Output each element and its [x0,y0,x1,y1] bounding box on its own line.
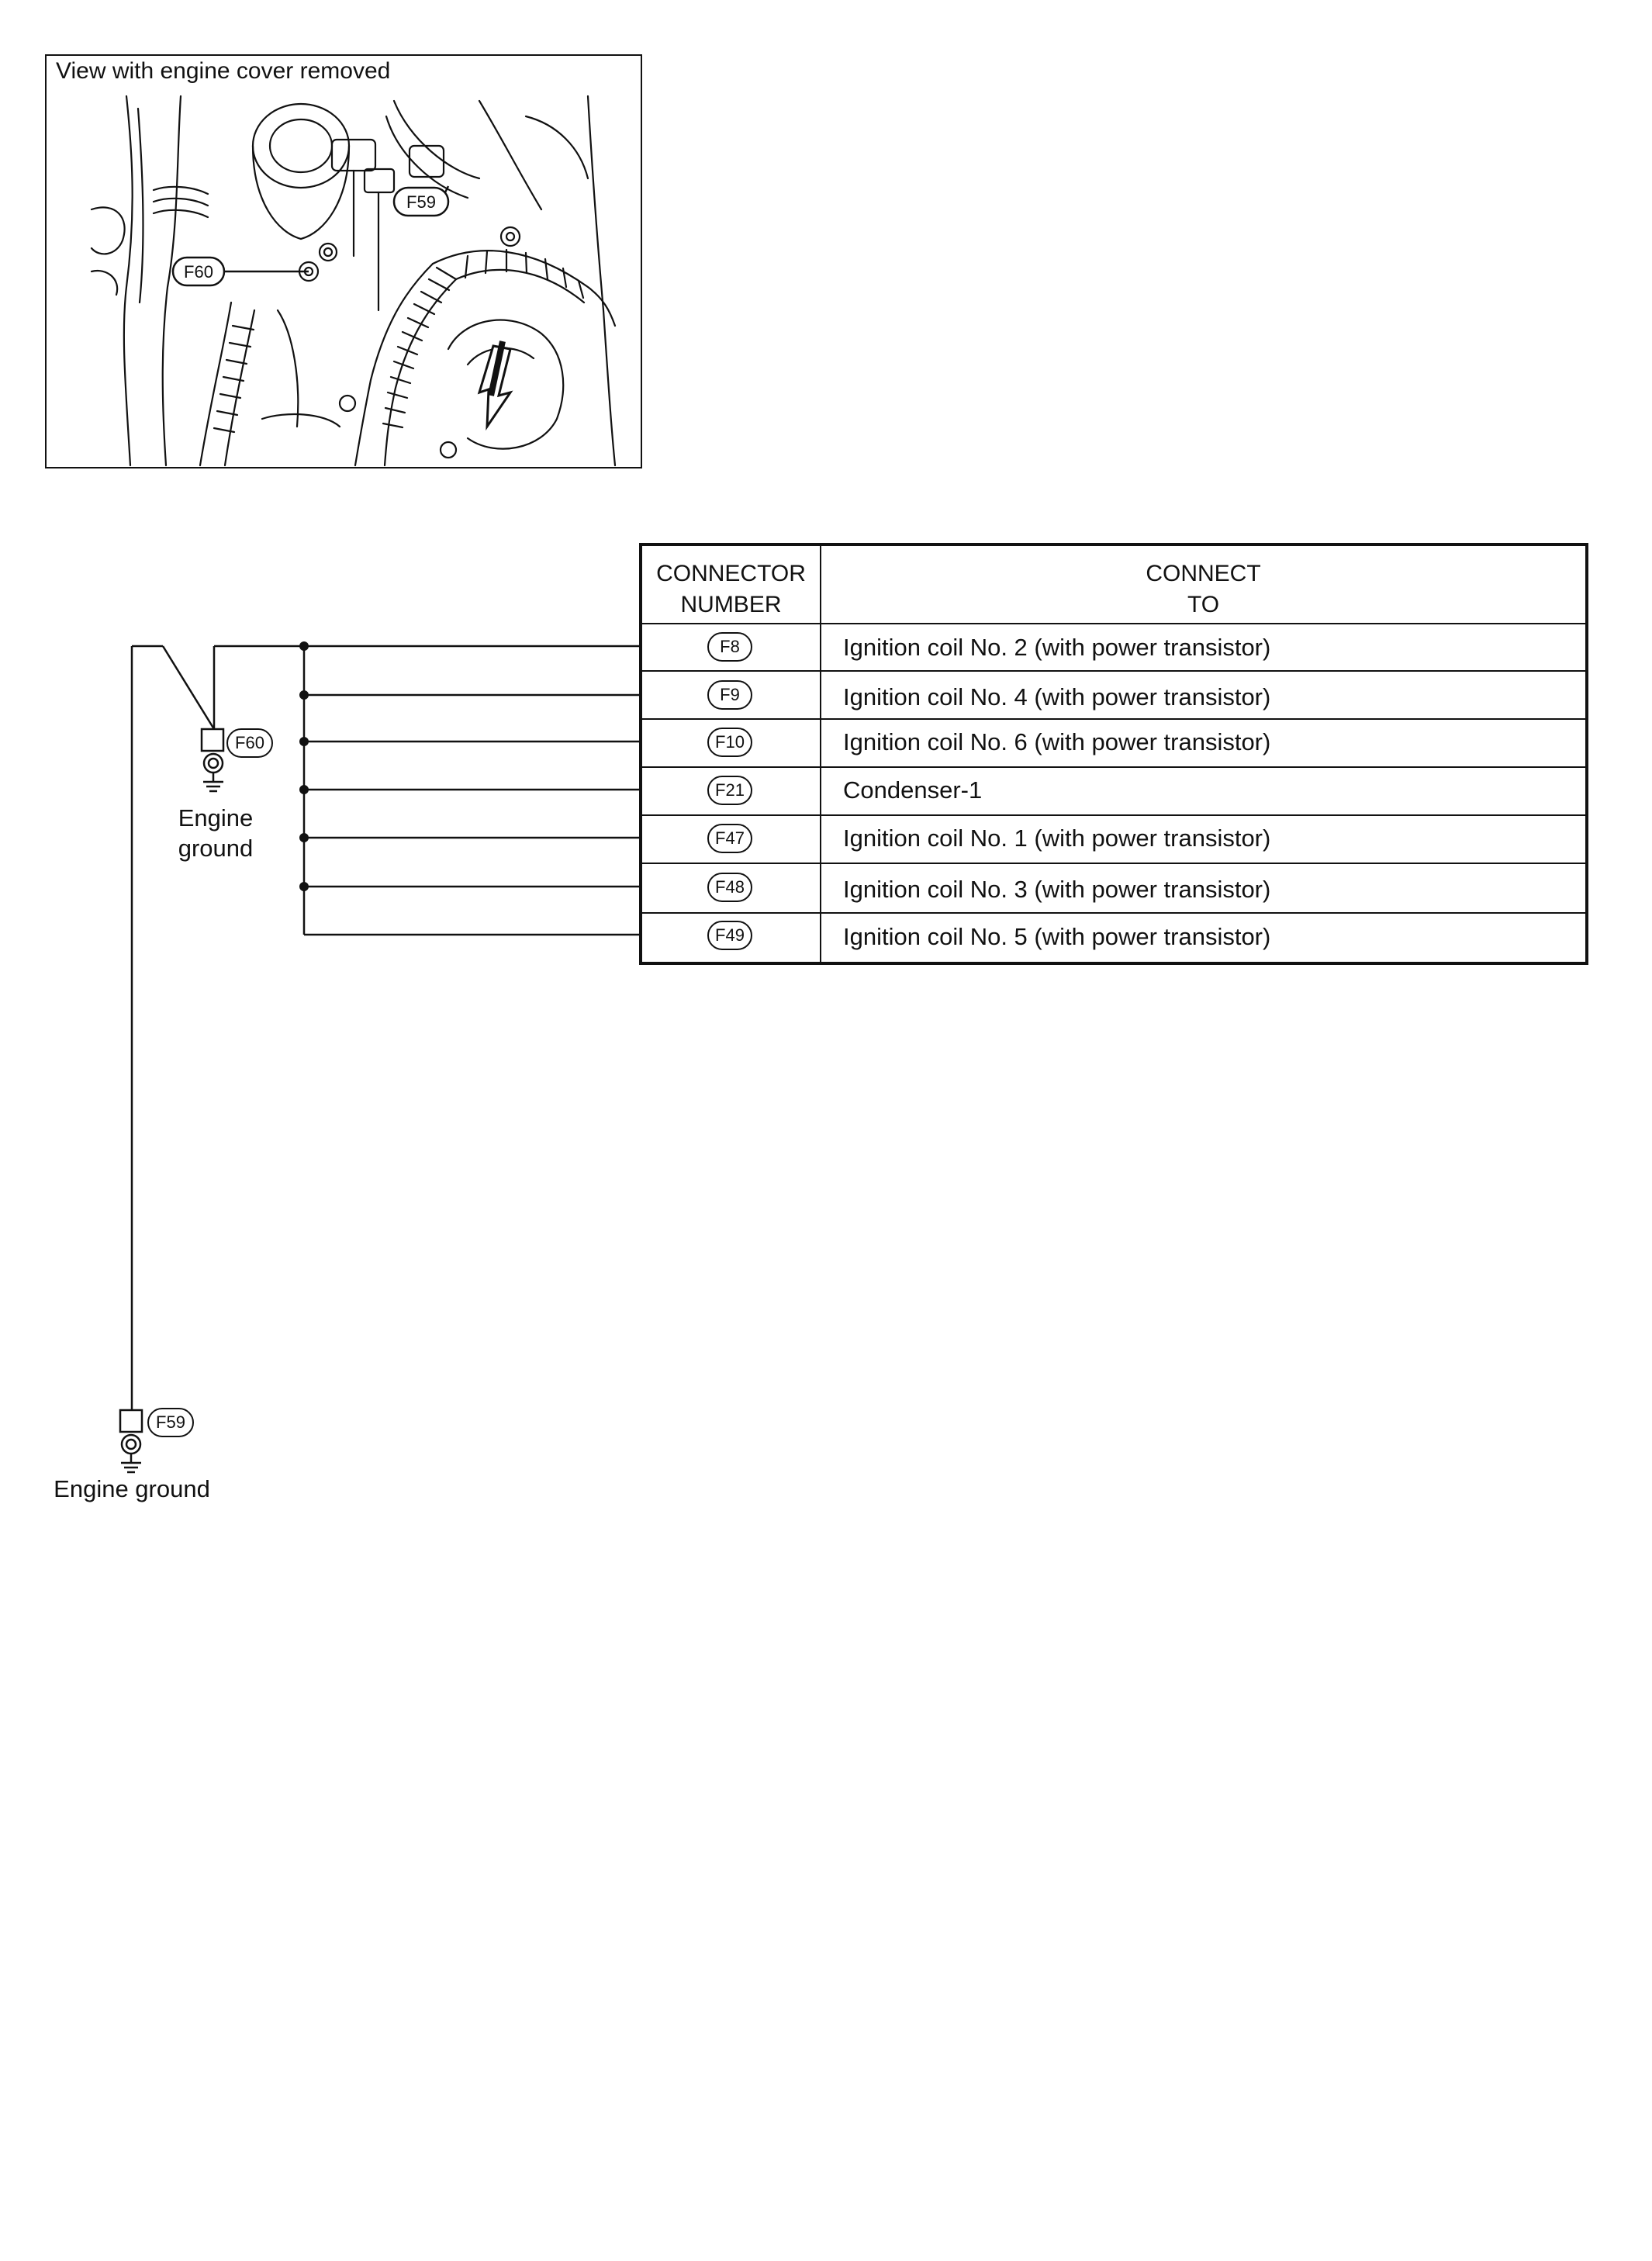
f59-callout: F59 [406,192,436,212]
connector-tag-f9: F9 [707,680,752,710]
connect-to-f49: Ignition coil No. 5 (with power transistor) [843,923,1271,950]
connect-to-f48: Ignition coil No. 3 (with power transistor) [843,876,1271,903]
connect-to-f47: Ignition coil No. 1 (with power transistor) [843,825,1271,852]
header-connector-line2: NUMBER [680,592,782,617]
header-connect-line1: CONNECT [1146,561,1261,586]
connector-tag-f47: F47 [707,824,752,853]
connect-to-f8: Ignition coil No. 2 (with power transistor) [843,634,1271,661]
connector-tag-f21: F21 [707,776,752,805]
row-divider [639,863,1588,864]
f60-connector-tag: F60 [226,728,273,758]
header-connector-number [642,558,820,621]
connector-tag-f8: F8 [707,632,752,662]
connector-tag-f49: F49 [707,921,752,950]
header-divider [639,623,1588,624]
row-divider [639,766,1588,768]
view-title: View with engine cover removed [56,58,391,84]
header-connect-line2: TO [1187,592,1220,617]
connect-to-f9: Ignition coil No. 4 (with power transistor) [843,683,1271,710]
row-divider [639,814,1588,816]
f60-ground-label-line1: Engine [178,804,254,831]
f59-ground-label: Engine ground [54,1475,210,1502]
row-divider [639,670,1588,672]
f60-ground-label-line2: ground [178,835,254,862]
header-connect-to [821,558,1585,621]
connect-to-f10: Ignition coil No. 6 (with power transistor) [843,728,1271,755]
f59-connector-tag: F59 [147,1408,194,1437]
f60-callout: F60 [184,262,213,282]
header-connector-line1: CONNECTOR [656,561,806,586]
row-divider [639,912,1588,914]
connector-tag-f48: F48 [707,873,752,902]
connector-tag-f10: F10 [707,728,752,757]
row-divider [639,718,1588,720]
connect-to-f21: Condenser-1 [843,776,983,804]
